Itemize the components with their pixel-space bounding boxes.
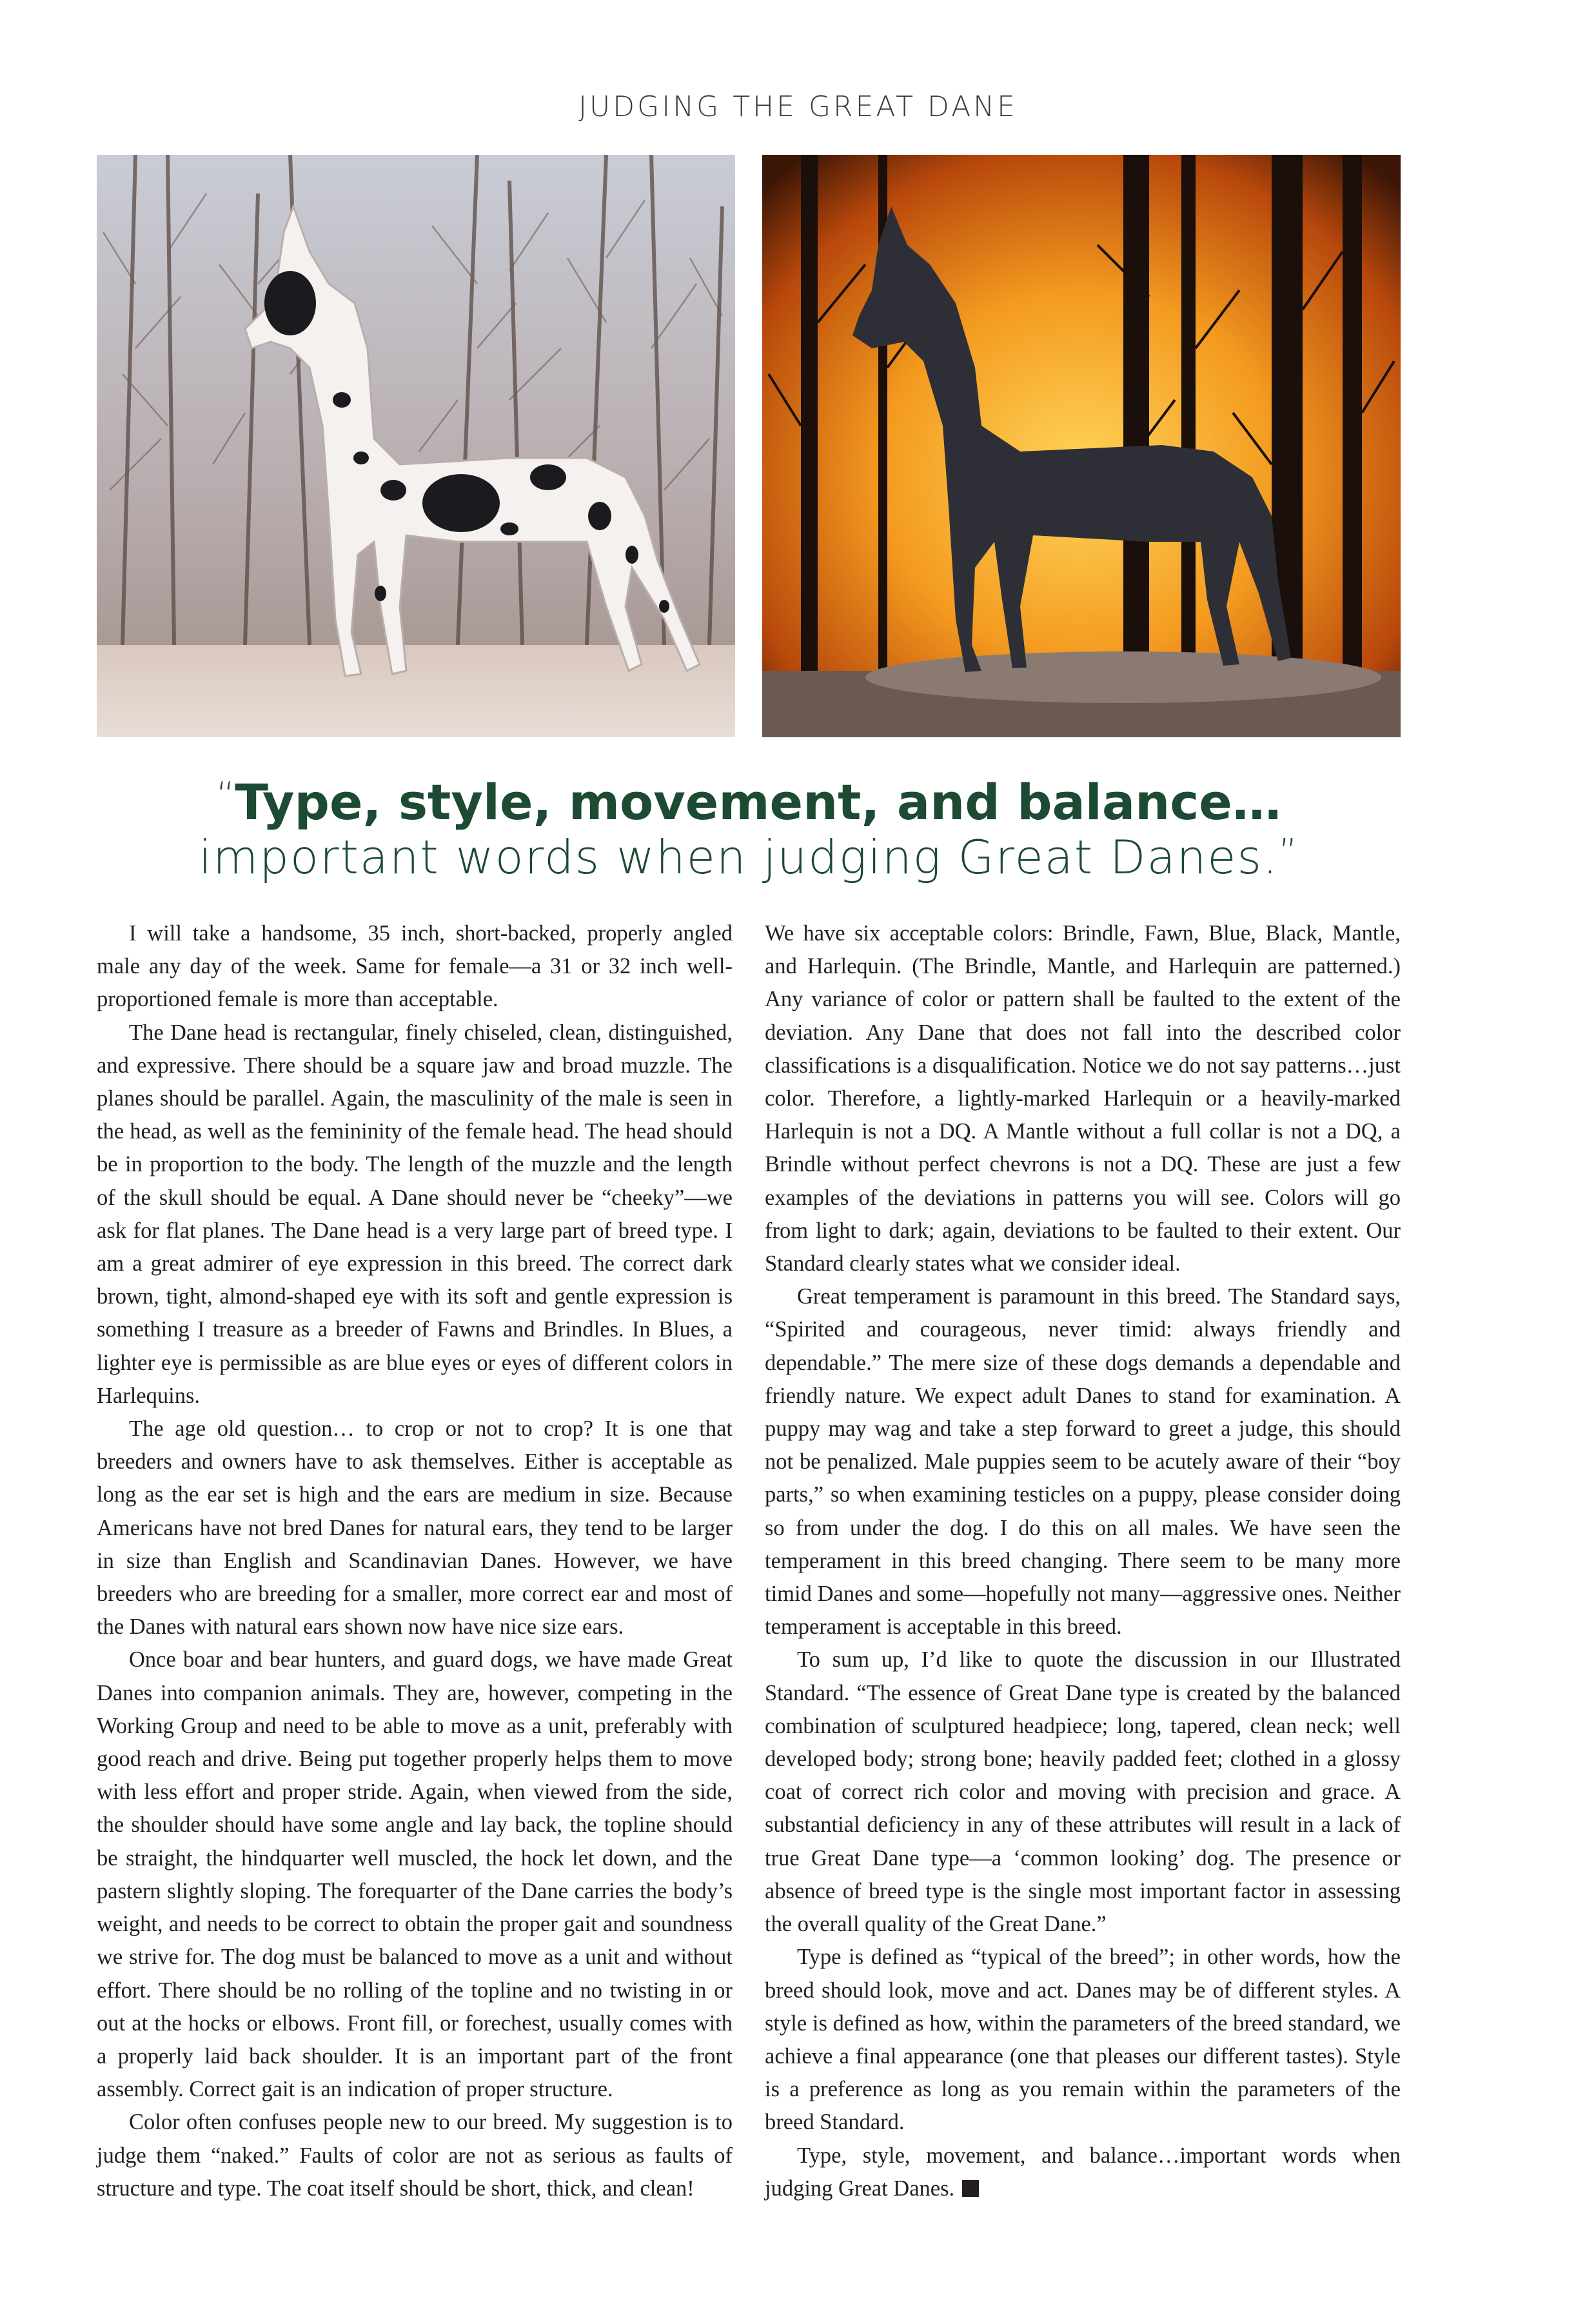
left-paragraph-1: I will take a handsome, 35 inch, short-backed, properly angled male any day of the week. Same for female—a 31 or 32 inch well-proportioned female is more than acceptable. xyxy=(97,921,733,1012)
running-head: JUDGING THE GREAT DANE xyxy=(578,90,1018,123)
right-paragraph-3: To sum up, I’d like to quote the discussion in our Illustrated Standard. “The essence of Great Dane type is created by the balanced combination of sculptured headpiece; long, tapered, clean neck; well developed body; strong bone; heavily padded feet; clothed in a glossy coat of correct rich color and moving with precision and grace. A substantial deficiency in any of these attributes will result in a lack of true Great Dane type—a ‘common looking’ dog. The presence or absence of breed type is the single most important factor in assessing the overall quality of the Great Dane.” xyxy=(765,1647,1401,1937)
blue-dane-photo xyxy=(762,155,1401,737)
pull-quote-line-2 xyxy=(97,831,1401,885)
right-paragraph-5 xyxy=(765,2139,1401,2205)
left-column xyxy=(97,917,733,2205)
pull-quote xyxy=(97,774,1401,885)
end-of-article-square-icon xyxy=(962,2180,979,2197)
pull-quote-line-1 xyxy=(97,774,1401,831)
left-paragraph-4: Once boar and bear hunters, and guard dogs, we have made Great Danes into companion animals. They are, however, competing in the Working Group and need to be able to move as a unit, preferably with good reach and drive. Being put together properly helps them to move with less effort and proper stride. Again, when viewed from the side, the shoulder should have some angle and lay back, the topline should be straight, the hindquarter well muscled, the hock let down, and the pastern slightly sloping. The forequarter of the Dane carries the body’s weight, and needs to be correct to obtain the proper gait and soundness we strive for. The dog must be balanced to move as a unit and without effort. There should be no rolling of the topline and no twisting in or out at the hocks or elbows. Front fill, or forechest, usually comes with a properly laid back shoulder. It is an important part of the front assembly. Correct gait is an indication of proper structure. xyxy=(97,1647,733,2102)
left-paragraph-2: The Dane head is rectangular, finely chiseled, clean, distinguished, and expressive. There should be a square jaw and broad muzzle. The planes should be parallel. Again, the masculinity of the male is seen in the head, as well as the femininity of the female head. The head should be in proportion to the body. The length of the muzzle and the length of the skull should be equal. A Dane should never be “cheeky”—we ask for flat planes. The Dane head is a very large part of breed type. I am a great admirer of eye expression in this breed. The correct dark brown, tight, almond-shaped eye with its soft and gentle expression is something I treasure as a breeder of Fawns and Brindles. In Blues, a lighter eye is permissible as are blue eyes or eyes of different colors in Harlequins. xyxy=(97,1020,733,1408)
closing-sentence: Type, style, movement, and balance…important words when judging Great Danes. xyxy=(765,2143,1401,2201)
left-paragraph-3: The age old question… to crop or not to crop? It is one that breeders and owners have to ask themselves. Either is acceptable as long as the ear set is high and the ears are medium in size. Because Americans have not bred Danes for natural ears, they tend to be larger in size than English and Scandinavian Danes. However, we have breeders who are breeding for a smaller, more correct ear and most of the Danes with natural ears shown now have nice size ears. xyxy=(97,1416,733,1640)
open-quote-mark: “ xyxy=(216,775,235,817)
harlequin-dane-photo xyxy=(97,155,735,737)
pull-quote-text-2: important words when judging Great Danes. xyxy=(199,830,1279,885)
right-paragraph-1: We have six acceptable colors: Brindle, Fawn, Blue, Black, Mantle, and Harlequin. (The Brindle, Mantle, and Harlequin are patterned.) Any variance of color or pattern shall be faulted to the extent of the deviation. Any Dane that does not fall into the described color classifications is a disqualification. Notice we do not say patterns…just color. Therefore, a lightly-marked Harlequin or a heavily-marked Harlequin is not a DQ. A Mantle without a full collar is not a DQ, a Brindle without perfect chevrons is not a DQ. These are just a few examples of the deviations in patterns you will see. Colors will go from light to dark; again, deviations to be faulted to their extent. Our Standard clearly states what we consider ideal. xyxy=(765,921,1401,1276)
left-paragraph-5: Color often confuses people new to our breed. My suggestion is to judge them “naked.” Faults of color are not as serious as faults of structure and type. The coat itself should be short, thick, and clean! xyxy=(97,2110,733,2201)
right-paragraph-2: Great temperament is paramount in this breed. The Standard says, “Spirited and courageous, never timid: always friendly and dependable.” The mere size of these dogs demands a dependable and friendly nature. We expect adult Danes to stand for examination. A puppy may wag and take a step forward to greet a judge, this should not be penalized. Male puppies seem to be acutely aware of their “boy parts,” so when examining testicles on a puppy, please consider doing so from under the dog. I do this on all males. We have seen the temperament in this breed changing. There seem to be many more timid Danes and some—hopefully not many—aggressive ones. Neither temperament is acceptable in this breed. xyxy=(765,1284,1401,1640)
pull-quote-text-1: Type, style, movement, and balance… xyxy=(235,773,1281,831)
right-column xyxy=(765,917,1401,2205)
close-quote-mark: ” xyxy=(1278,831,1299,874)
right-paragraph-4: Type is defined as “typical of the breed”; in other words, how the breed should look, move and act. Danes may be of different styles. A style is defined as how, within the parameters of the breed standard, we achieve a final appearance (one that pleases our different tastes). Style is a preference as long as you remain within the parameters of the breed Standard. xyxy=(765,1945,1401,2135)
